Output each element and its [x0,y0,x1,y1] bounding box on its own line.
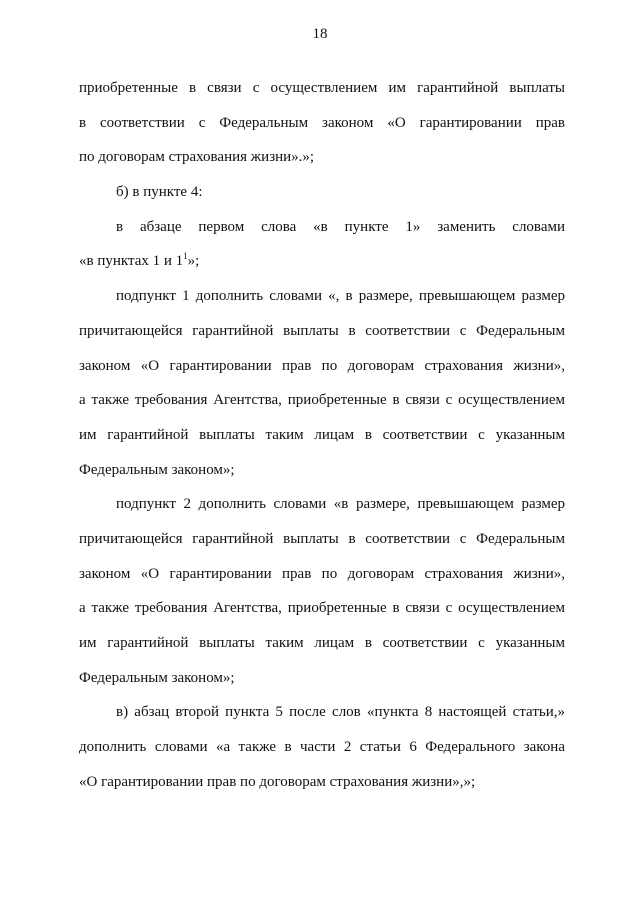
text-line: а также требования Агентства, приобретенные в связи с осуществлением [79,392,565,409]
text-line: в абзаце первом слова «в пункте 1» заменить словами [116,218,565,235]
text-line: законом «О гарантировании прав по договорам страхования жизни», [79,565,565,582]
text-line: законом «О гарантировании прав по договорам страхования жизни», [79,357,565,374]
paragraph [79,210,565,279]
text-fragment: »; [187,253,200,270]
text-line [79,244,565,279]
text-line: «О гарантировании прав по договорам страхования жизни»,»; [79,773,476,790]
text-line: подпункт 2 дополнить словами «в размере, превышающем размер [116,496,565,513]
text-line: в соответствии с Федеральным законом «О гарантировании прав [79,114,565,131]
text-line: по договорам страхования жизни».»; [79,149,315,166]
text-line: Федеральным законом»; [79,461,235,478]
paragraph [79,71,565,175]
text-line: приобретенные в связи с осуществлением им гарантийной выплаты [79,80,565,96]
text-line: дополнить словами «а также в части 2 статьи 6 Федерального закона [79,739,565,756]
superscript: 1 [183,251,188,262]
text-fragment: «в пунктах 1 и 1 [79,253,184,270]
paragraph [79,279,565,487]
page-number: 18 [312,26,328,42]
text-line: причитающейся гарантийной выплаты в соответствии с Федеральным [79,530,565,547]
text-line: б) в пункте 4: [116,184,203,201]
text-line: Федеральным законом»; [79,669,235,686]
paragraph [79,487,565,695]
paragraph [79,175,565,210]
text-line: причитающейся гарантийной выплаты в соответствии с Федеральным [79,322,565,339]
text-line: в) абзац второй пункта 5 после слов «пункта 8 настоящей статьи,» [116,704,565,721]
text-line: им гарантийной выплаты таким лицам в соответствии с указанным [79,635,565,651]
document-body [79,71,565,799]
text-line: а также требования Агентства, приобретенные в связи с осуществлением [79,600,565,617]
text-line: подпункт 1 дополнить словами «, в размере, превышающем размер [116,288,565,305]
paragraph [79,695,565,799]
text-line: им гарантийной выплаты таким лицам в соответствии с указанным [79,426,565,443]
